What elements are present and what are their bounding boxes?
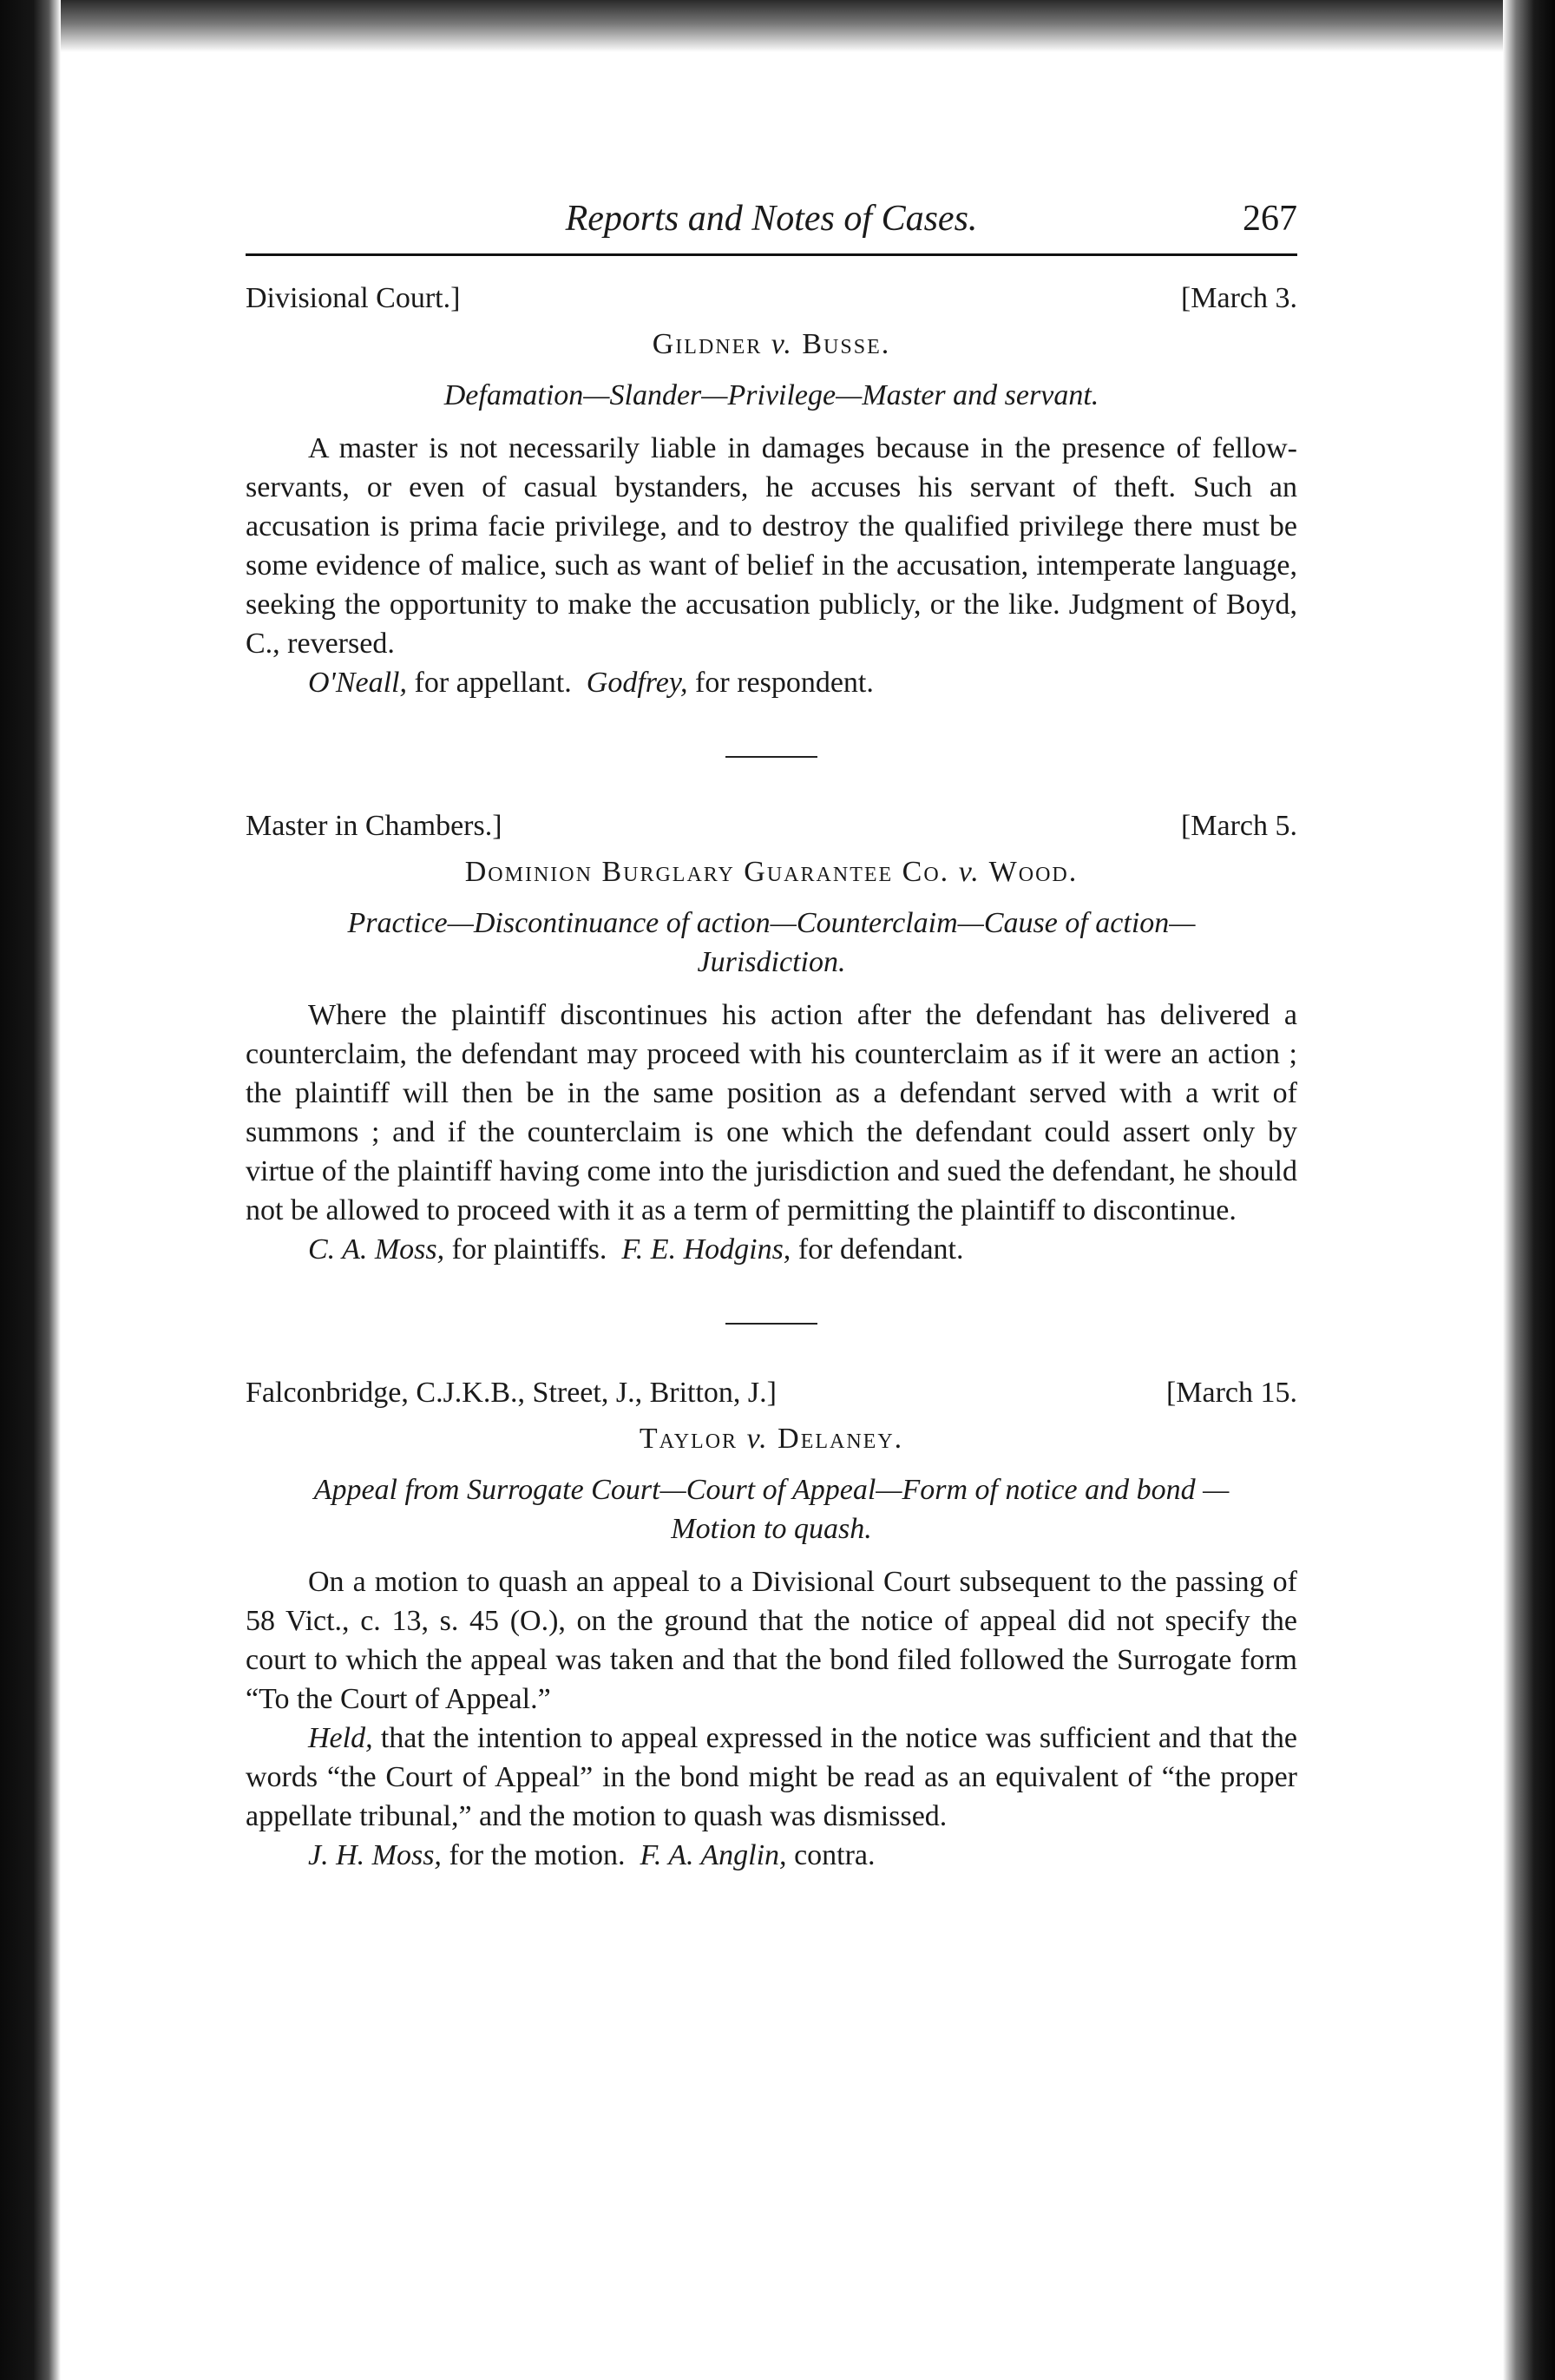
court-line	[246, 279, 1297, 318]
date: [March 15.	[1165, 1377, 1297, 1409]
case-body	[246, 996, 1297, 1269]
versus: v.	[958, 856, 981, 888]
counsel-line	[246, 1836, 1297, 1875]
court: Divisional Court.]	[246, 282, 461, 314]
counsel-line	[246, 663, 1297, 702]
court-line	[246, 1373, 1297, 1412]
party-plaintiff: Gildner	[652, 328, 763, 360]
counsel-role: for appellant.	[414, 667, 572, 699]
case-name	[246, 852, 1297, 891]
counsel-name: Godfrey,	[586, 667, 688, 699]
running-head	[246, 200, 1297, 256]
party-defendant: Busse.	[802, 328, 891, 360]
headnote-paragraph: On a motion to quash an appeal to a Divisional Court subsequent to the passing of 58 Vict., c. 13, s. 45 (O.), on the ground that the notice of appeal did not specify the court to which the appeal was taken and that the bond filed followed the Surrogate form “To the Court of Appeal.”	[246, 1566, 1297, 1715]
scan-edge-right	[1503, 0, 1555, 2380]
court: Master in Chambers.]	[246, 810, 502, 842]
page	[246, 200, 1297, 1875]
party-plaintiff: Dominion Burglary Guarantee Co.	[464, 856, 950, 888]
versus: v.	[771, 328, 793, 360]
scan-edge-left	[0, 0, 61, 2380]
case-taylor-v-delaney	[246, 1373, 1297, 1875]
case-gildner-v-busse	[246, 279, 1297, 702]
held-paragraph	[246, 1719, 1297, 1836]
case-body	[246, 429, 1297, 702]
running-title: Reports and Notes of Cases.	[565, 199, 978, 239]
date: [March 5.	[1180, 810, 1297, 842]
counsel-name: J. H. Moss,	[308, 1839, 442, 1871]
section-divider	[725, 1323, 817, 1325]
court: Falconbridge, C.J.K.B., Street, J., Britton, J.]	[246, 1377, 777, 1409]
headnote-keywords: Defamation—Slander—Privilege—Master and servant.	[443, 379, 1099, 411]
counsel-name: O'Neall,	[308, 667, 407, 699]
counsel-name: C. A. Moss,	[308, 1233, 445, 1266]
case-name	[246, 1419, 1297, 1458]
section-divider	[725, 756, 817, 758]
scan-edge-top	[0, 0, 1555, 52]
party-plaintiff: Taylor	[639, 1423, 738, 1455]
headnote-keywords: Appeal from Surrogate Court—Court of Appeal—Form of notice and bond —Motion to quash.	[313, 1474, 1230, 1545]
counsel-role: contra.	[794, 1839, 876, 1871]
held-word: Held,	[308, 1722, 373, 1754]
headnote-paragraph: Where the plaintiff discontinues his action after the defendant has delivered a counterclaim, the defendant may proceed with his counterclaim as if it were an action ; the plaintiff will then be in the same position as a defendant served with a writ of summons ; and if the counterclaim is one which the defendant could assert only by virtue of the plaintiff having come into the jurisdiction and sued the defendant, he should not be allowed to proceed with it as a term of permitting the plaintiff to discontinue.	[246, 999, 1297, 1226]
held-text: that the intention to appeal expressed in the notice was sufficient and that the words “the Court of Appeal” in the bond might be read as an equivalent of “the proper appellate tribunal,” and the motion to quash was dismissed.	[246, 1722, 1297, 1832]
court-line	[246, 806, 1297, 845]
date: [March 3.	[1180, 282, 1297, 314]
counsel-role: for plaintiffs.	[451, 1233, 607, 1266]
counsel-role: for respondent.	[695, 667, 874, 699]
counsel-line	[246, 1230, 1297, 1269]
headnote-keywords: Practice—Discontinuance of action—Counterclaim—Cause of action—Jurisdiction.	[347, 907, 1196, 978]
case-dominion-v-wood	[246, 806, 1297, 1269]
counsel-role: for defendant.	[797, 1233, 964, 1266]
counsel-role: for the motion.	[449, 1839, 626, 1871]
headnote-paragraph: A master is not necessarily liable in damages because in the presence of fellow-servants, or even of casual bystanders, he accuses his servant of theft. Such an accusation is prima facie privilege, and to destroy the qualified privilege there must be some evidence of malice, such as want of belief in the accusation, intemperate language, seeking the opportunity to make the accusation publicly, or the like. Judgment of Boyd, C., reversed.	[246, 432, 1297, 660]
page-number: 267	[1243, 199, 1297, 239]
case-body	[246, 1562, 1297, 1875]
versus: v.	[746, 1423, 769, 1455]
case-name	[246, 325, 1297, 364]
counsel-name: F. E. Hodgins,	[621, 1233, 791, 1266]
party-defendant: Delaney.	[778, 1423, 904, 1455]
party-defendant: Wood.	[988, 856, 1079, 888]
counsel-name: F. A. Anglin,	[640, 1839, 787, 1871]
